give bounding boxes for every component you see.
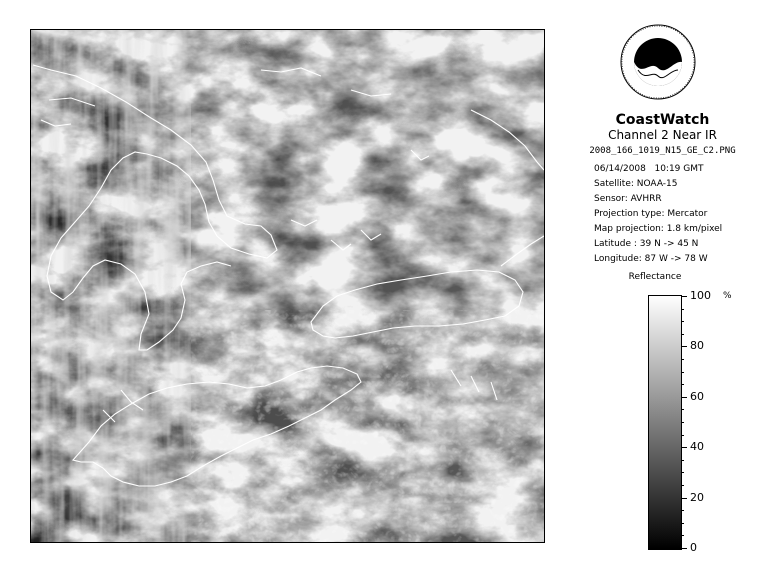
longitude-range: Longitude: 87 W -> 78 W [594,254,708,264]
projection-type: Projection type: Mercator [594,209,708,219]
legend-tick-mark [681,309,684,310]
noaa-logo [620,24,696,100]
legend-tick-mark [681,435,684,436]
legend-tick-label: 60 [690,390,704,403]
legend-tick-mark [681,523,684,524]
noaa-logo-icon [620,24,696,100]
acquisition-time: 10:19 GMT [654,164,704,174]
legend-tick-label: 0 [690,541,697,554]
image-metadata [594,162,722,267]
acquisition-datetime [594,162,722,177]
legend-tick-mark [681,535,684,536]
legend-tick-mark [681,359,684,360]
legend-tick-mark [681,447,687,448]
legend-tick-mark [681,498,687,499]
legend-tick-mark [681,485,684,486]
legend-tick-label: 80 [690,339,704,352]
legend-tick-mark [681,422,684,423]
image-filename: 2008_166_1019_N15_GE_C2.PNG [589,146,736,156]
legend-tick-mark [681,472,684,473]
sensor-info: Sensor: AVHRR [594,194,662,204]
legend-tick-mark [681,334,684,335]
legend-tick-mark [681,548,687,549]
map-projection: Map projection: 1.8 km/pixel [594,224,723,234]
product-title: CoastWatch [615,112,710,128]
legend-tick-mark [681,346,687,347]
legend-tick-mark [681,384,684,385]
satellite-info: Satellite: NOAA-15 [594,179,678,189]
legend-tick-label: 20 [690,491,704,504]
acquisition-date: 06/14/2008 [594,164,646,174]
legend-tick-mark [681,397,687,398]
cloud-imagery [31,30,544,542]
legend-tick-mark [681,321,684,322]
legend-tick-label: 40 [690,440,704,453]
legend-tick-label: 100 [690,289,711,302]
channel-label: Channel 2 Near IR [608,128,717,142]
legend-tick-mark [681,510,684,511]
latitude-range: Latitude : 39 N -> 45 N [594,239,699,249]
legend-tick-mark [681,296,687,297]
legend-tick-mark [681,409,684,410]
legend-title: Reflectance [628,272,682,282]
legend-units: % [723,291,732,301]
reflectance-colorbar [648,295,682,550]
legend-tick-mark [681,372,684,373]
satellite-image [30,29,545,543]
legend-tick-mark [681,460,684,461]
